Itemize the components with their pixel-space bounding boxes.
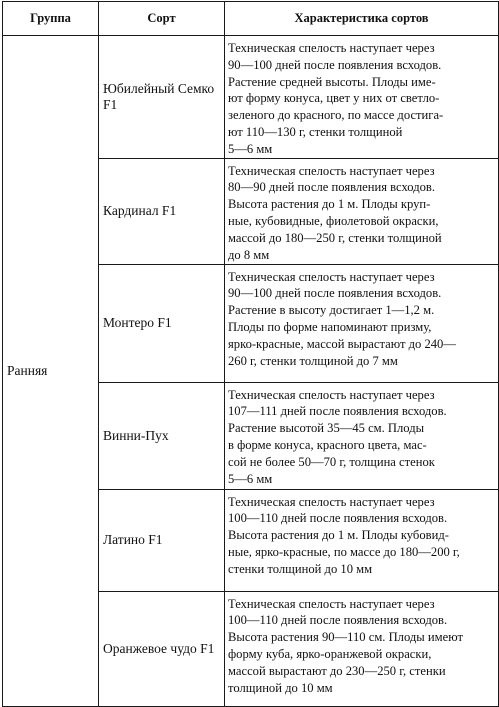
group-cell: Ранняя — [3, 36, 99, 707]
description-cell: Техническая спелость наступает через 100—110 дней после появления всходов. Высота растения до 1 м. Плоды кубовид- ные, ярко-красные, по массе до 180—200 г, стенки толщиной до 10 мм — [225, 489, 499, 591]
description-cell: Техническая спелость наступает через 80—90 дней после появления всходов. Высота растения до 1 м. Плоды круп- ные, кубовидные, фиолетовой окраски, массой до 180—250 г, стенки толщиной до 8 мм — [225, 158, 499, 264]
header-group: Группа — [3, 2, 99, 36]
sort-cell: Монтеро F1 — [99, 264, 225, 382]
sort-cell: Латино F1 — [99, 489, 225, 591]
description-cell: Техническая спелость наступает через 100—110 дней после появления всходов. Высота растения 90—110 см. Плоды имеют форму куба, ярко-оранжевой окраски, массой вырастают до 230—250 г, стенки толщиной до 10 мм — [225, 591, 499, 706]
table-header-row — [3, 2, 499, 36]
sort-cell: Оранжевое чудо F1 — [99, 591, 225, 706]
description-cell: Техническая спелость наступает через 90—100 дней после появления всходов. Растение средней высоты. Плоды име- ют форму конуса, цвет у них от светло- зеленого до красного, по массе достига- ют 110—130 г, стенки толщиной 5—6 мм — [225, 36, 499, 159]
table-row — [3, 36, 499, 159]
header-sort: Сорт — [99, 2, 225, 36]
pepper-varieties-table — [2, 1, 499, 707]
sort-cell: Юбилейный Семко F1 — [99, 36, 225, 159]
header-description: Характеристика сортов — [225, 2, 499, 36]
description-cell: Техническая спелость наступает через 107—111 дней после появления всходов. Растение высотой 35—45 см. Плоды в форме конуса, красного цвета, мас- сой не более 50—70 г, толщина стенок 5—6 мм — [225, 382, 499, 489]
sort-cell: Кардинал F1 — [99, 158, 225, 264]
description-cell: Техническая спелость наступает через 90—100 дней после появления всходов. Растение в высоту достигает 1—1,2 м. Плоды по форме напоминают призму, ярко-красные, массой вырастают до 240— 260 г, стенки толщиной до 7 мм — [225, 264, 499, 382]
sort-cell: Винни-Пух — [99, 382, 225, 489]
